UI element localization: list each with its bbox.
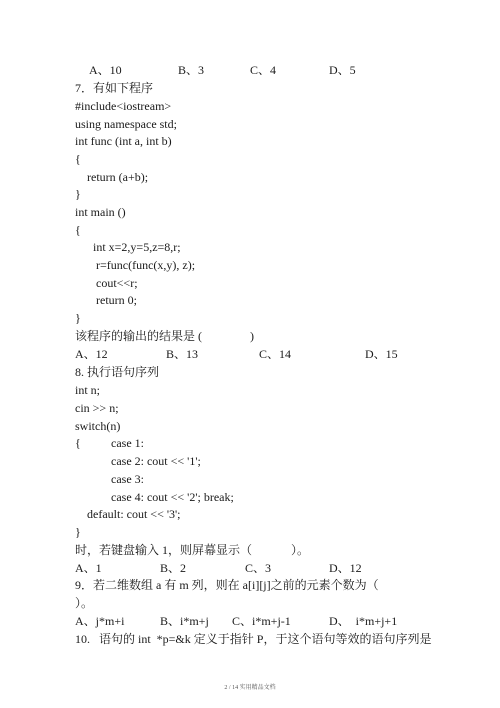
q6-option-a: A、10	[89, 63, 122, 77]
code-line: }	[75, 525, 81, 539]
q8-option-d: D、12	[329, 561, 362, 575]
code-line: }	[75, 187, 81, 201]
q10-question-line1: 10. 语句的 int *p=&k 定义于指针 P，于这个语句等效的语句序列是	[75, 632, 432, 646]
q9-option-a: A、j*m+i	[75, 614, 125, 628]
q7-title: 7．有如下程序	[75, 81, 154, 95]
code-line: switch(n)	[75, 419, 121, 433]
page-footer: 2 / 14 实用精品文档	[224, 685, 276, 691]
code-line: case 4: cout << '2'; break;	[111, 490, 234, 504]
code-line: case 1:	[111, 436, 144, 450]
code-line: int n;	[75, 383, 101, 397]
code-line: case 2: cout << '1';	[111, 454, 201, 468]
q6-option-b: B、3	[178, 63, 205, 77]
code-line: int main ()	[75, 205, 126, 219]
code-line: using namespace std;	[75, 117, 177, 131]
code-line: default: cout << '3';	[87, 507, 181, 521]
code-line: {	[75, 436, 81, 450]
q9-option-b: B、i*m+j	[160, 614, 209, 628]
q7-question: 该程序的输出的结果是 ( )	[75, 329, 254, 343]
q6-option-c: C、4	[250, 63, 277, 77]
q9-question-line2: ）。	[75, 596, 94, 610]
code-line: cout<<r;	[96, 276, 138, 290]
code-line: r=func(func(x,y), z);	[96, 258, 196, 272]
code-line: }	[75, 311, 81, 325]
q8-option-b: B、2	[160, 561, 187, 575]
q8-option-a: A、1	[75, 561, 102, 575]
q8-title: 8. 执行语句序列	[75, 365, 160, 379]
q7-option-b: B、13	[166, 347, 199, 361]
code-line: case 3:	[111, 472, 144, 486]
q8-question: 时，若键盘输入 1，则屏幕显示（ ）。	[75, 543, 310, 557]
code-line: {	[75, 223, 81, 237]
q7-option-d: D、15	[365, 347, 398, 361]
q6-option-d: D、5	[329, 63, 356, 77]
q7-option-a: A、12	[75, 347, 108, 361]
q7-option-c: C、14	[259, 347, 292, 361]
code-line: int x=2,y=5,z=8,r;	[93, 240, 181, 254]
q8-option-c: C、3	[245, 561, 272, 575]
code-line: return (a+b);	[87, 170, 149, 184]
code-line: cin >> n;	[75, 401, 119, 415]
code-line: int func (int a, int b)	[75, 134, 172, 148]
code-line: return 0;	[96, 293, 137, 307]
q9-option-c: C、i*m+j-1	[232, 614, 291, 628]
code-line: {	[75, 152, 81, 166]
code-line: #include<iostream>	[75, 99, 172, 113]
q9-question-line1: 9．若二维数组 a 有 m 列，则在 a[i][j]之前的元素个数为（	[75, 578, 379, 592]
q9-option-d: D、 i*m+j+1	[329, 614, 398, 628]
